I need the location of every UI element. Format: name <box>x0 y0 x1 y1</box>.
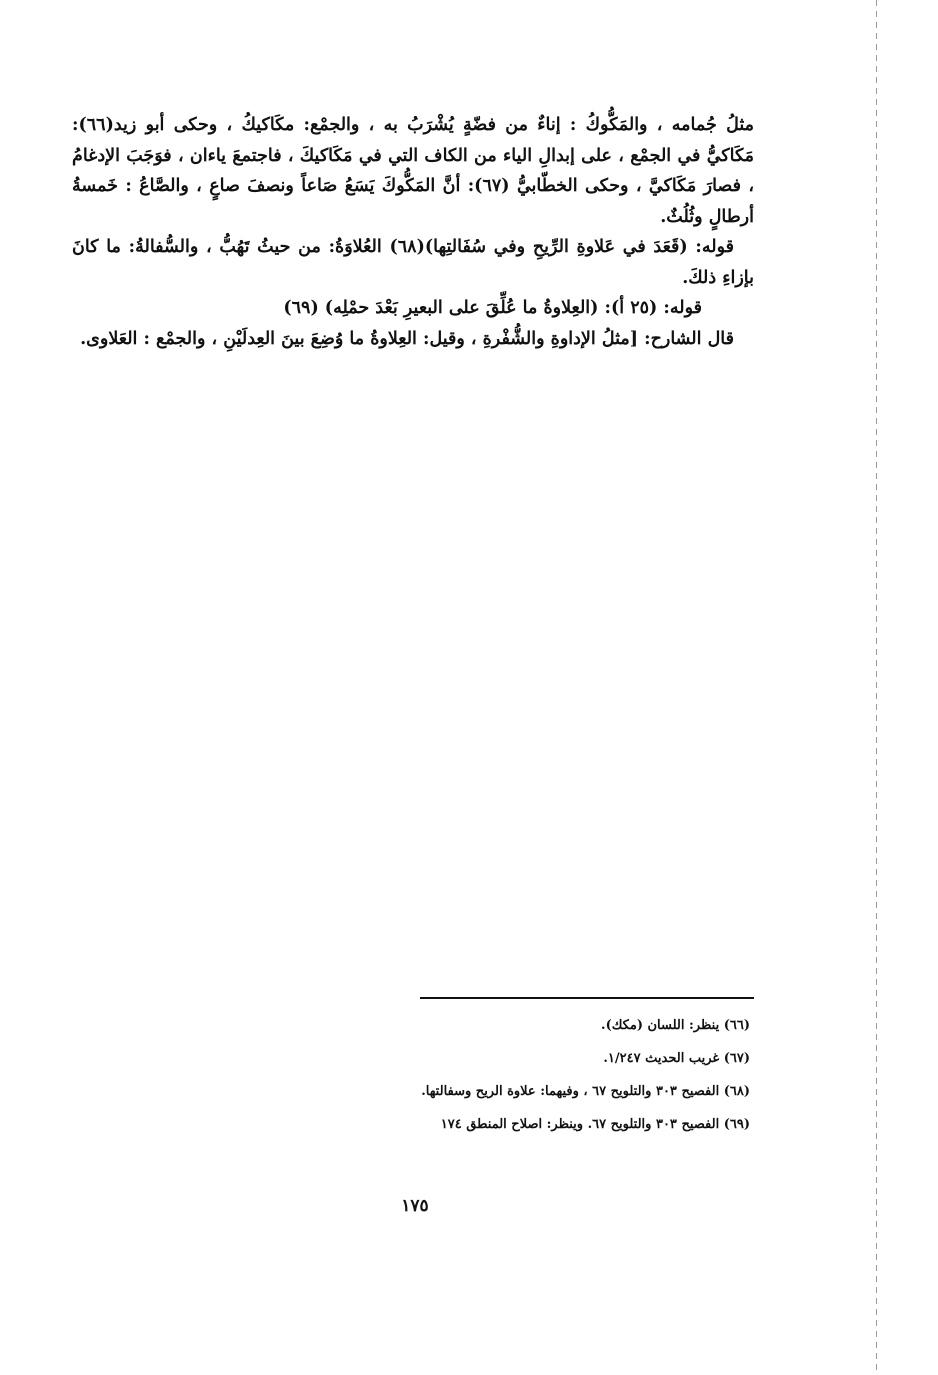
main-text <box>72 110 754 354</box>
paragraph-4: قال الشارح: [مثلُ الإداوةِ والشُّفْرةِ ، وقيل: العِلاوةُ ما وُضِعَ بينَ العِدلَيْنِ ، والجمْع : العَلاوى. <box>80 328 734 349</box>
footnote-67: (٦٧) غريب الحديث ١/٢٤٧. <box>603 1051 750 1066</box>
paragraph-2: قوله: (قَعَدَ في عَلاوةِ الرِّيحِ وفي سُفَالتِها)(٦٨) العُلاوَةُ: من حيثُ تَهُبُّ ، والسُّفالةُ: ما كانَ بإزاءِ ذلكَ. <box>72 237 754 288</box>
footnote-69: (٦٩) الفصيح ٣٠٣ والتلويح ٦٧. وينظر: اصلاح المنطق ١٧٤ <box>440 1117 750 1132</box>
paragraph-1: مثلُ جُمامه ، والمَكُّوكُ : إناءٌ من فضّةٍ يُشْرَبُ به ، والجمْع: مكَاكيكُ ، وحكى أبو زيد(٦٦): مَكَاكيُّ في الجمْع ، على إبدالِ الياء من الكاف التي في مَكَاكيكَ ، فاجتمعَ ياءان ، فوَجَبَ الإدغامُ ، فصارَ مَكَاكيَّ ، وحكى الخطّابيُّ (٦٧): أنَّ المَكُّوكَ يَسَعُ صَاعاً ونصفَ صاعٍ ، والصَّاعُ : خَمسةُ أرطالٍ وثُلُثٌ. <box>72 115 754 227</box>
footnote-68: (٦٨) الفصيح ٣٠٣ والتلويح ٦٧ ، وفيهما: علاوة الريح وسفالتها. <box>421 1084 750 1099</box>
footnote-separator <box>420 997 754 999</box>
footnotes <box>360 1016 750 1148</box>
page-edge-line <box>876 0 877 1375</box>
paragraph-3: قوله: (٢٥ أ): (العِلاوةُ ما عُلِّقَ على البعيرِ بَعْدَ حمْلِه) (٦٩) <box>283 298 702 318</box>
footnote-66: (٦٦) ينظر: اللسان (مكك). <box>601 1018 750 1033</box>
page-number: ١٧٥ <box>401 1196 429 1216</box>
